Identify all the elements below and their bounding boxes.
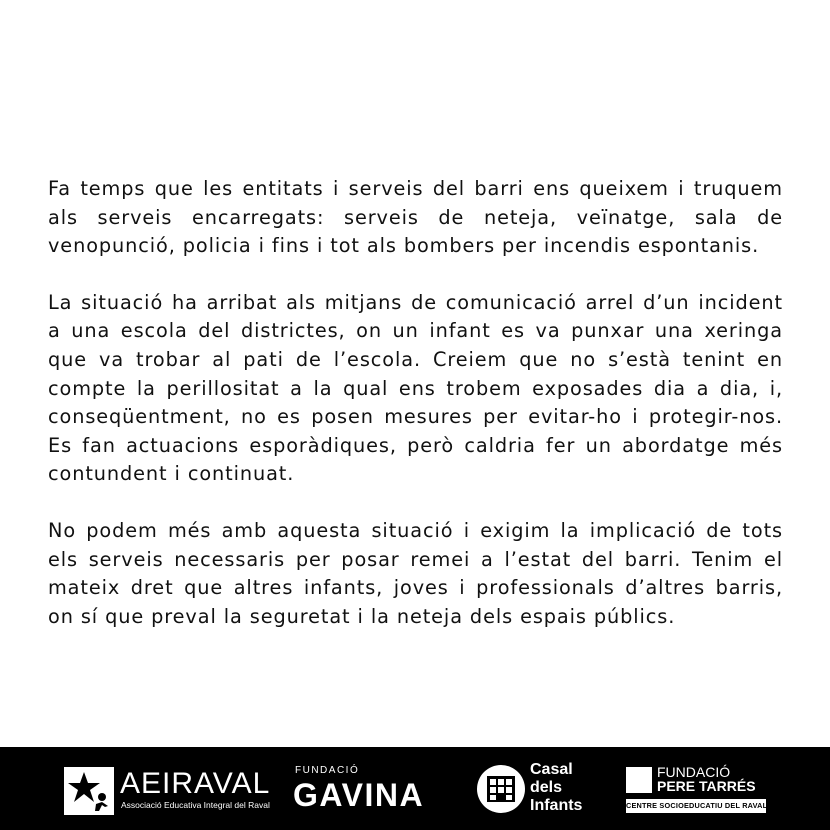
aeiraval-name: AEIRAVAL [120,767,271,800]
paragraph-1: Fa temps que les entitats i serveis del barri ens queixem i truquem als serveis encarregats: serveis de neteja, veïnatge, sala de venopunció, policia i fins i tot als bombers per incendis espontanis. [48,177,783,258]
pere-tarres-name: PERE TARRÉS [657,778,756,794]
aeiraval-subtitle: Associació Educativa Integral del Raval [121,800,270,810]
pere-tarres-prefix: FUNDACIÓ [657,764,731,780]
casal-name [530,761,582,815]
letter-body [48,175,783,659]
paragraph-3: No podem més amb aquesta situació i exigim la implicació de tots els serveis necessaris per posar remei a l’estat del barri. Tenim el mateix dret que altres infants, joves i professionals d’altres barris, on sí que preval la seguretat i la neteja dels espais públics. [48,518,783,628]
gavina-name: GAVINA [293,777,425,813]
sponsor-footer [0,747,830,830]
gavina-prefix: FUNDACIÓ [295,765,360,776]
casal-line-3: Infants [530,797,583,814]
casal-line-2: dels [530,779,563,796]
casal-dels-infants-logo [476,761,606,819]
star-person-icon [64,767,114,815]
pere-tarres-subtitle: CENTRE SOCIOEDUCATIU DEL RAVAL [626,799,766,813]
pere-tarres-logo [626,765,776,815]
aeiraval-logo [64,767,271,815]
gavina-logo [293,765,453,815]
paragraph-2: La situació ha arribat als mitjans de comunicació arrel d’un incident a una escola del districtes, on un infant es va punxar una xeringa que va trobar al pati de l’escola. Creiem que no s’està tenint en compte la perillositat a la qual ens trobem exposades dia a dia, i, conseqüentment, no es posen mesures per evitar-ho i protegir-nos. Es fan actuacions esporàdiques, però caldria fer un abordatge més contundent i continuat. [48,290,783,486]
casal-line-1: Casal [530,761,573,778]
building-circle-icon [476,764,526,814]
white-square-icon [626,767,652,793]
